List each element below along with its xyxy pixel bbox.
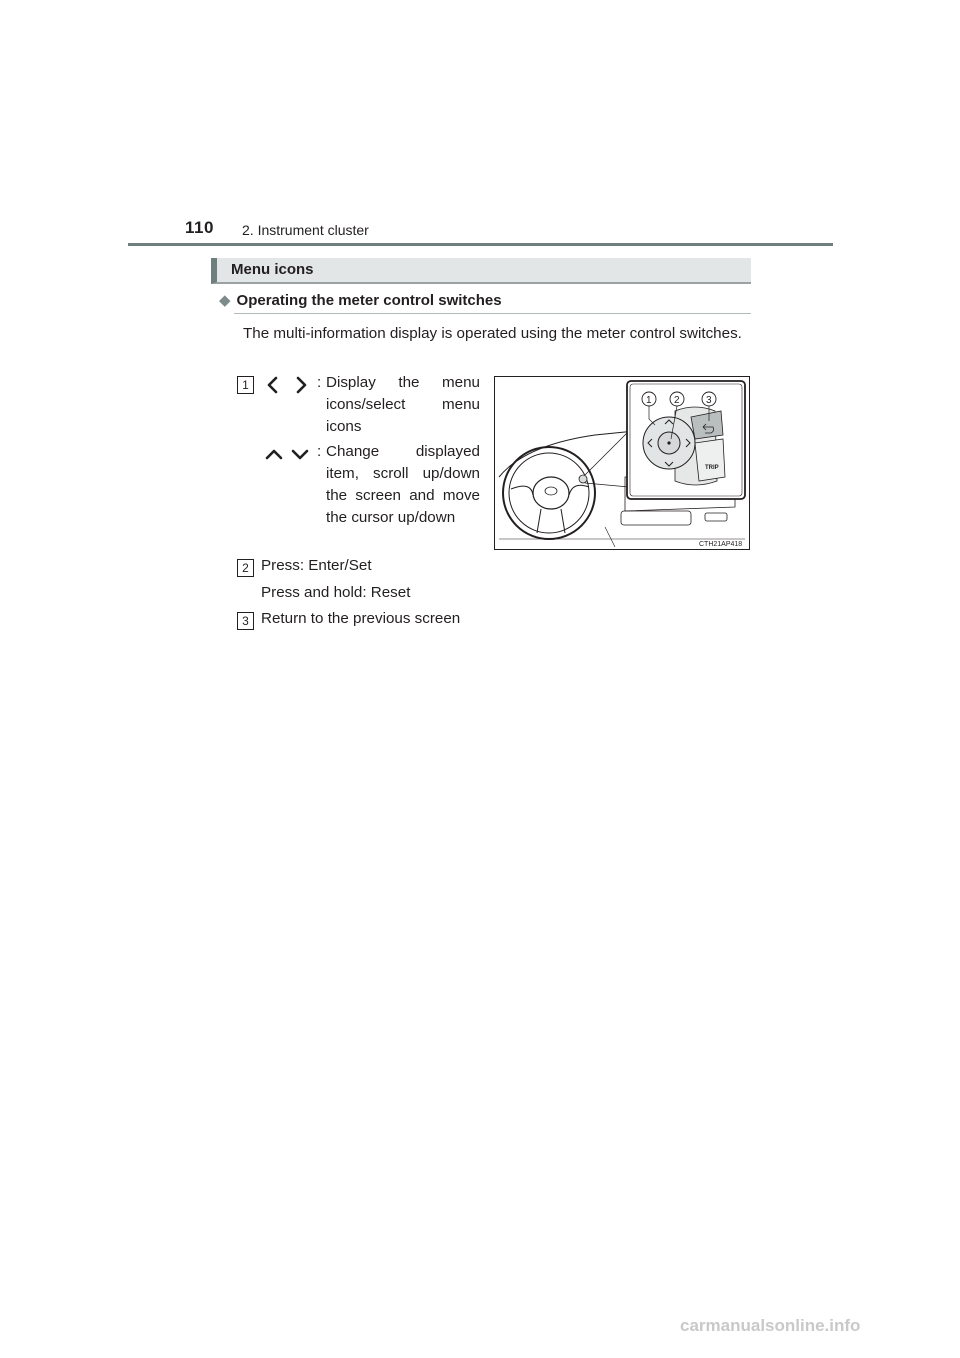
steering-wheel xyxy=(503,447,595,539)
zoom-line-top xyxy=(585,431,629,475)
item-2-line-1: Press: Enter/Set xyxy=(261,557,372,574)
dashboard-outline xyxy=(499,431,635,477)
watermark: carmanualsonline.info xyxy=(680,1316,861,1335)
callout-1: 1 xyxy=(646,395,652,406)
section-title: Menu icons xyxy=(231,261,314,278)
pedal-line xyxy=(605,527,615,547)
chevron-left-right-icon xyxy=(264,375,310,395)
zoom-line-bottom xyxy=(585,483,629,487)
small-switch xyxy=(705,513,727,521)
item-2-line-2: Press and hold: Reset xyxy=(261,584,411,601)
item-3-line-1: Return to the previous screen xyxy=(261,610,461,627)
item-1-description-b: Change displayed item, scroll up/down the screen and move the cursor up/down xyxy=(326,443,480,526)
item-1-colon-b: : xyxy=(317,443,322,460)
diamond-bullet-icon: ◆ xyxy=(219,292,231,309)
vent-panel xyxy=(621,511,691,525)
trip-button xyxy=(695,439,725,481)
chevron-up-down-icon xyxy=(262,446,312,462)
subsection-heading xyxy=(219,291,502,309)
figure-caption: CTH21AP418 xyxy=(699,541,743,548)
page-number: 110 xyxy=(185,218,214,237)
item-1-description-a: Display the menu icons/select menu icons xyxy=(326,374,480,435)
steering-wheel-figure xyxy=(494,376,750,550)
trip-button-label: TRIP xyxy=(705,465,719,471)
subsection-title: Operating the meter control switches xyxy=(236,292,502,309)
callout-2: 2 xyxy=(674,395,680,406)
section-heading-bar xyxy=(211,258,751,284)
intro-paragraph: The multi-information display is operated using the meter control switches. xyxy=(243,325,742,342)
zoom-inset xyxy=(627,381,745,499)
item-number-2: 2 xyxy=(237,559,254,577)
subsection-rule xyxy=(234,313,751,314)
item-number-3: 3 xyxy=(237,612,254,630)
callout-3: 3 xyxy=(706,395,712,406)
chapter-title: 2. Instrument cluster xyxy=(242,222,369,238)
item-1-colon-a: : xyxy=(317,374,322,391)
item-number-1: 1 xyxy=(237,376,254,394)
wheel-switch-marker xyxy=(579,475,587,483)
header-rule xyxy=(128,243,833,246)
